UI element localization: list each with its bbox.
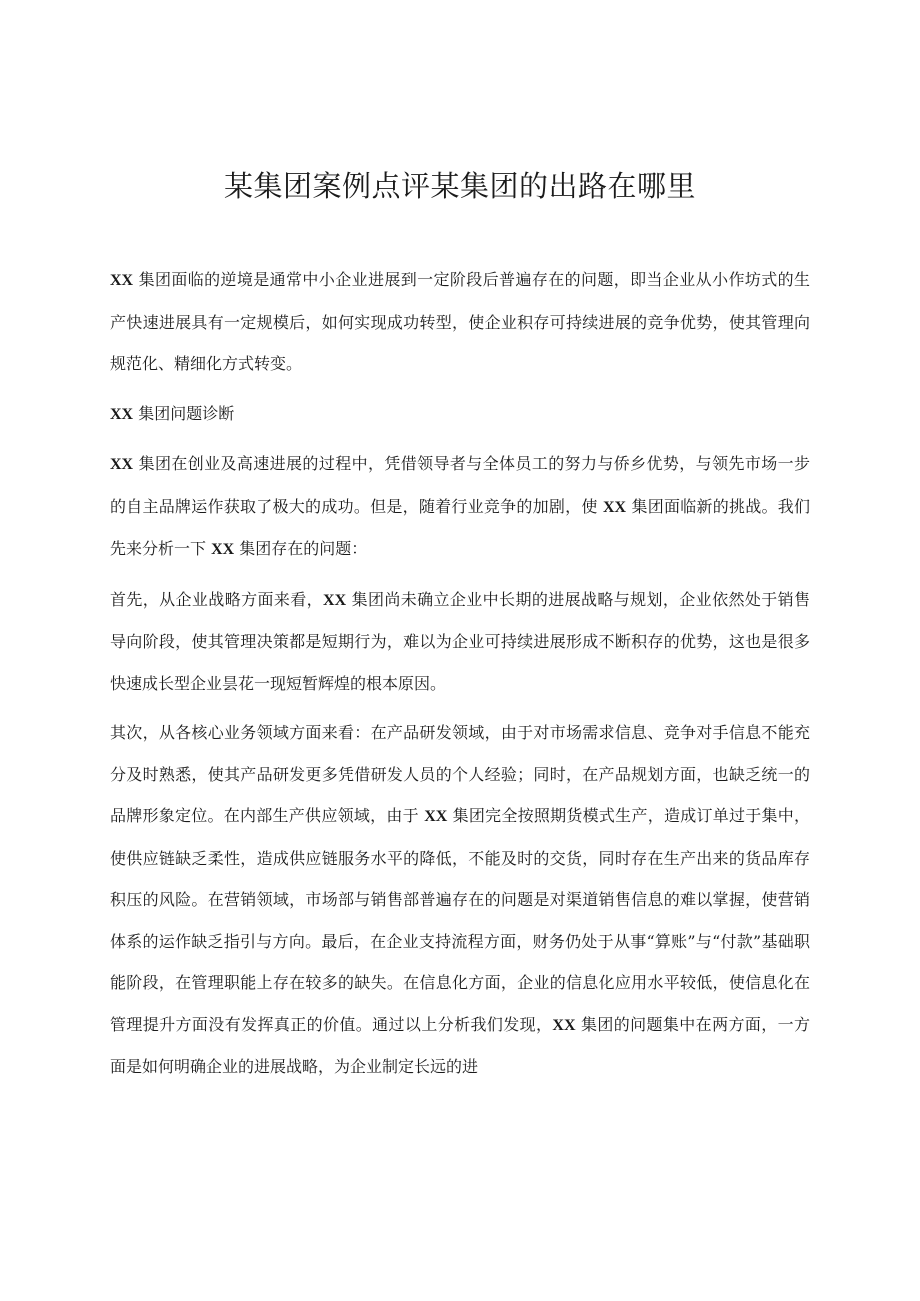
company-name-bold: XX xyxy=(211,541,235,558)
paragraph-core-business xyxy=(110,712,810,1088)
section-heading-diagnosis xyxy=(110,393,810,436)
text-run: 集团尚未确立企业中长期的进展战略与规划，企业依然处于销售导向阶段，使其管理决策都是短期行为，难以为企业可持续进展形成不断积存的优势，这也是很多快速成长型企业昙花一现短暂辉煌的根本原因。 xyxy=(110,589,810,693)
paragraph-background xyxy=(110,443,810,571)
text-run: 集团的问题集中在两方面，一方面是如何明确企业的进展战略，为企业制定长远的进 xyxy=(110,1014,810,1076)
text-run: 集团面临的逆境是通常中小企业进展到一定阶段后普遍存在的问题，即当企业从小作坊式的生产快速进展具有一定规模后，如何实现成功转型，使企业积存可持续进展的竞争优势，使其管理向规范化、精细化方式转变。 xyxy=(110,270,810,373)
document-title: 某集团案例点评某集团的出路在哪里 xyxy=(223,169,696,203)
paragraph-strategy xyxy=(110,579,810,705)
company-name-bold: XX xyxy=(552,1016,576,1034)
company-name-bold: XX xyxy=(323,591,347,609)
document-body xyxy=(110,259,810,1096)
company-name-bold: XX xyxy=(110,456,134,473)
company-name-bold: XX xyxy=(603,498,627,516)
text-run: 集团面临新的挑战。我们先来分析一下 xyxy=(110,496,810,558)
company-name-bold: XX xyxy=(110,405,134,423)
text-run: 集团问题诊断 xyxy=(133,403,235,423)
text-run: 集团完全按照期货模式生产，造成订单过于集中，使供应链缺乏柔性，造成供应链服务水平的降低，不能及时的交货，同时存在生产出来的货品库存积压的风险。在营销领域，市场部与销售部普遍存在的问题是对渠道销售信息的难以掌握，使营销体系的运作缺乏指引与方向。最后，在企业支持流程方面，财务仍处于从事“算账”与“付款”基础职能阶段，在管理职能上存在较多的缺失。在信息化方面，企业的信息化应用水平较低，使信息化在管理提升方面没有发挥真正的价值。通过以上分析我们发现， xyxy=(110,806,810,1034)
text-run: 集团存在的问题： xyxy=(234,539,368,558)
paragraph-intro xyxy=(110,259,810,385)
company-name-bold: XX xyxy=(424,808,448,825)
text-run: 集团在创业及高速进展的过程中，凭借领导者与全体员工的努力与侨乡优势，与领先市场一步的自主品牌运作获取了极大的成功。但是，随着行业竞争的加剧，使 xyxy=(110,454,810,516)
company-name-bold: XX xyxy=(110,272,134,289)
text-run: 其次，从各核心业务领域方面来看：在产品研发领域，由于对市场需求信息、竞争对手信息不能充分及时熟悉，使其产品研发更多凭借研发人员的个人经验；同时，在产品规划方面，也缺乏统一的品牌形象定位。在内部生产供应领域，由于 xyxy=(110,723,810,825)
text-run: 首先，从企业战略方面来看， xyxy=(110,589,324,609)
